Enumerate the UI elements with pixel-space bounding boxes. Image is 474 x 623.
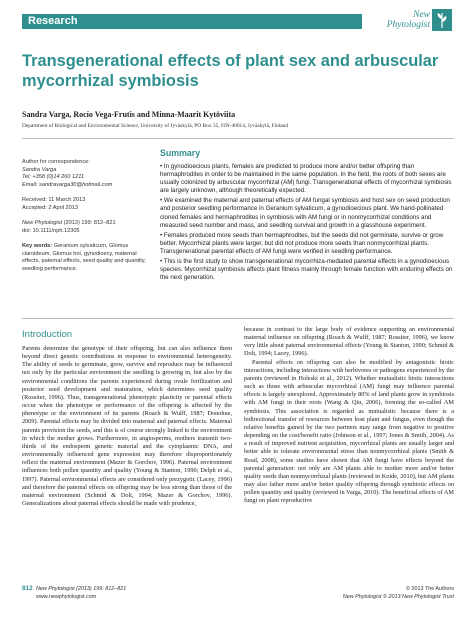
divider [22,318,454,319]
keywords-block [22,243,148,273]
doi[interactable]: doi: 10.1111/nph.12305 [22,227,80,234]
intro-left-column [22,345,232,508]
footer-copyright-trust: New Phytologist © 2013 New Phytologist Trust [342,593,454,600]
footer-copyright: © 2013 The Authors [406,585,454,592]
intro-paragraph: Parental effects on offspring can also be modified by antagonistic biotic interactions, including interactions with herbivores or pathogens experienced by the parents (reviewed in Holeski et al., 2012). Whether mutualistic biotic interactions such as those with arbuscular mycorrhizal (AM) fungi may influence parental effects is largely unexplored. Approximately 80% of land plants grow in symbiosis with AM fungi in their roots (Wang & Qiu, 2006), forming the so-called AM symbiosis. This association is regarded as mutualistic because there is a bidirectional transfer of resources between host plant and fungus, even though the relative benefits gained by the two partners may range from negative to positive depending on the cost/benefit ratio (Johnson et al., 1997; Jones & Smith, 2004). As a result of improved nutrient acquisition, mycorrhizal plants are usually larger and better able to tolerate environmental stress than nonmycorrhizal plants (Smith & Read, 2008), some studies have shown that AM fungi have effects beyond the parental generation: not only are AM plants able to mother more and/or better quality seeds than nonmycorrhizal plants (reviewed in Koide, 2010), but AM plants may also father more and/or better quality offspring through symbiotic effects on pollen quantity and quality (reviewed in Varga, 2010). The beneficial effects of AM fungi on plant reproductive [244,358,454,505]
received-date: Received: 11 March 2013 [22,197,86,203]
footer-website[interactable]: www.newphytologist.com [36,593,97,600]
journal-name-line2: Phytologist [386,20,430,30]
citation-journal: New Phytologist [22,220,63,226]
summary-bullet: • We examined the maternal and paternal effects of AM fungal symbiosis and host sex on seed production and posterior seedling performance in Geranium sylvaticum, a gynodioecious plant. We hand-pollinated cloned females and hermaphrodites in symbiosis with AM fungi or in nonmycorrhizal conditions and measured seed number and mass, and seedling survival and growth in a glasshouse experiment. [160,197,450,229]
keywords-text: Geranium sylvaticum, Glomus claroideum, Glomus hoi, gynodioecy, maternal effects, paternal effects, seed quality and quantity, seedling performance. [22,243,146,272]
citation-volume: (2013) 199: 812–821 [62,220,116,226]
section-band [22,14,362,29]
accepted-date: Accepted: 2 April 2013 [22,204,78,211]
summary-body [160,163,454,284]
footer-citation: New Phytologist (2013) 199: 812–821 [36,585,127,592]
keywords-label: Key words: [22,243,53,249]
summary-bullet: • This is the first study to show transgenerational mycorrhiza-mediated parental effects in a gynodioecious species. Mycorrhizal symbiosis affects plant fitness mainly through female function with enduring effects on the next generation. [160,258,453,282]
summary-bullet: • Females produced more seeds than hermaphrodites, but the seeds did not germinate, survive or grow better. Mycorrhizal plants were larger, but did not produce more seeds than nonmycorrhizal plants. Transgenerational parental effects of AM fungi were verified in seedling performance. [160,231,444,255]
summary-bullet: • In gynodioecious plants, females are predicted to produce more and/or better offspring than hermaphrodites in order to be maintained in the same population. In the field, the roots of both sexes are usually colonized by arbuscular mycorrhizal (AM) fungi. Transgenerational effects of mycorrhizal symbiosis are largely unknown, although theoretically expected. [160,163,452,195]
correspondence-tel: Tel: +358 (0)14 260 1211 [22,174,85,181]
citation-line [22,220,148,228]
article-authors: Sandra Varga, Rocío Vega-Frutis and Minna-Maarit Kytöviita [22,110,236,119]
article-affiliation: Department of Biological and Environmental Science, University of Jyväskylä, PO Box 35, FIN-40014, Jyväskylä, Finland [22,123,289,129]
journal-logo-icon [432,9,452,31]
dates-block [22,197,148,212]
summary-heading: Summary [160,148,201,158]
page-header [0,0,474,42]
divider [22,138,454,139]
intro-paragraph: Parents determine the genotype of their offspring, but can also influence them beyond direct genetic contributions in response to environmental heterogeneity. The ability of seeds to germinate, grow, survive and reproduce may be influenced not only by the particular environment the seedling is growing in, but also by the environmental conditions the parents experienced during ovule fertilization and posterior seed development and maturation, which determines seed quality (Rossiter, 1996). Thus, transgenerational phenotypic plasticity or parental effects occur when the phenotype or performance of the offspring is affected by the phenotype or the environment of its parents (Roach & Wulff, 1987; Donohue, 2009). Parental effects may be divided into maternal and paternal effects. Maternal parents provision the seeds, and this is of course strongly linked to the environment in which the mother grows. Furthermore, in angiosperms, mothers transmit two-thirds of the endosperm genetic material and the cytoplasmic DNA, and environmentally influenced gene expression may therefore disproportionately reflect the maternal environment (Mazer & Gorchov, 1996). Paternal environment influences both pollen quantity and quality (Young & Stanton, 1990; Delph et al., 1997). Paternal environmental effects are considered only prezygotic (Lacey, 1996) and therefore the paternal effects on offspring may be less strong than those of the maternal environment (Schmid & Dolt, 1994; Mazer & Gorchov, 1996). Generalizations about paternal effects should be made with prudence, [22,345,232,507]
page-number: 812 [22,585,33,592]
citation-block [22,220,148,235]
journal-name [378,10,430,30]
correspondence-name: Sandra Varga [22,166,57,173]
article-title: Transgenerational effects of plant sex and arbuscular mycorrhizal symbiosis [22,52,439,90]
intro-paragraph: because in contrast to the large body of evidence supporting an environmental maternal influence on offspring (Roach & Wulff, 1987; Rossiter, 1996), we know very little about paternal environmental effects (Young & Stanton, 1990; Schmid & Dolt, 1994; Lacey, 1996). [244,326,454,358]
introduction-heading: Introduction [22,329,73,340]
correspondence-label: Author for correspondence: [22,159,90,165]
section-label: Research [28,15,78,27]
intro-right-column [244,326,454,505]
correspondence-email[interactable]: Email: sandravarga30@hotmail.com [22,181,113,188]
correspondence-block [22,159,148,189]
journal-name-line1: New [413,10,430,20]
